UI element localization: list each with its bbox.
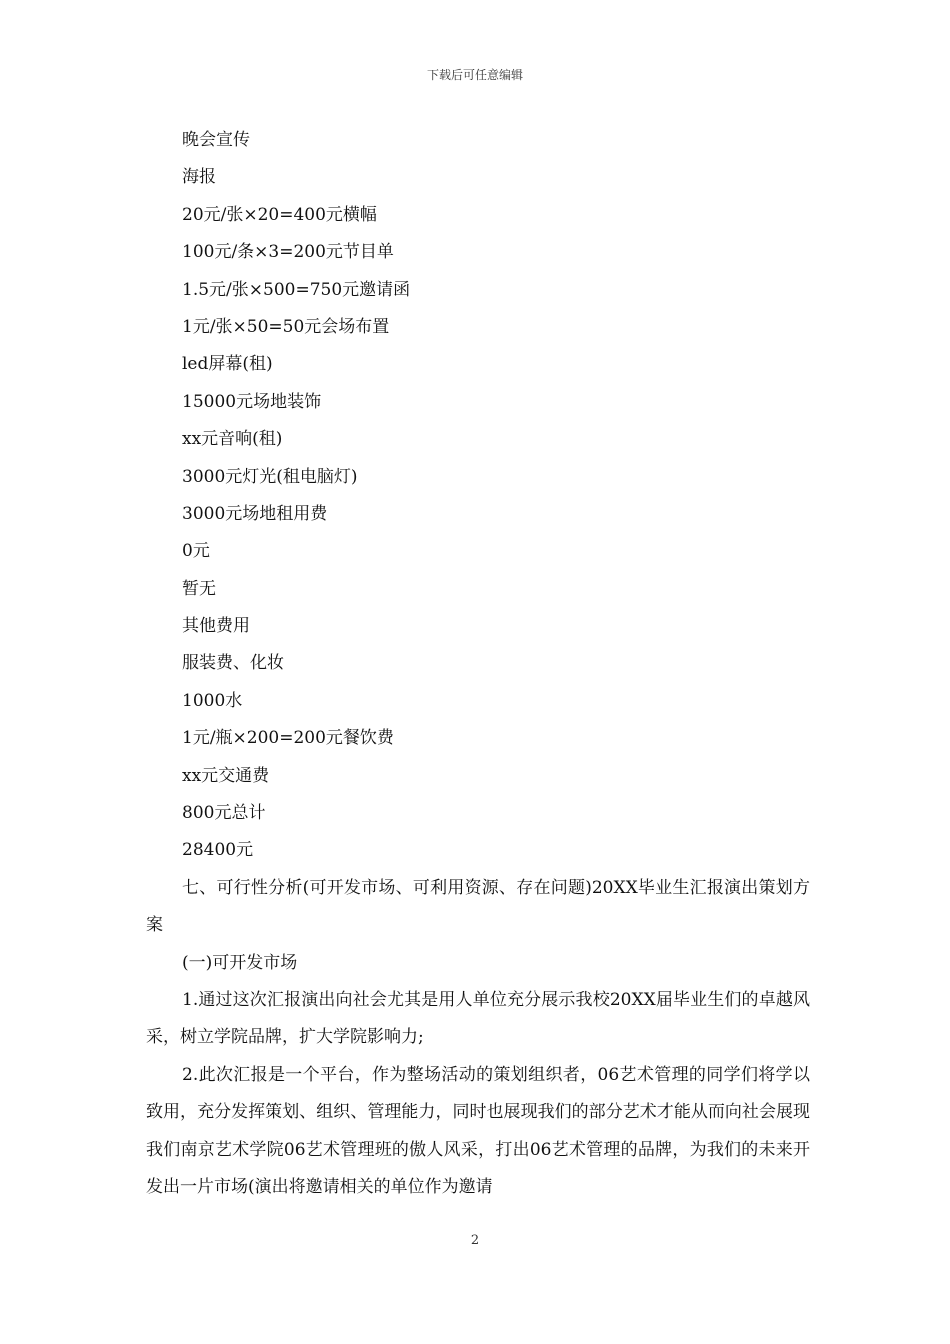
budget-line: 800元总计 [182, 803, 266, 824]
budget-line: 1元/张×50=50元会场布置 [182, 316, 390, 337]
paragraph-point-1: 1.通过这次汇报演出向社会尤其是用人单位充分展示我校20XX届毕业生们的卓越风采，树立学院品牌，扩大学院影响力; [146, 990, 810, 1048]
budget-line: xx元交通费 [182, 765, 270, 786]
budget-line: 15000元场地装饰 [182, 391, 322, 412]
budget-line: 3000元场地租用费 [182, 503, 328, 524]
budget-line: 其他费用 [182, 616, 250, 637]
budget-line: 1000水 [182, 690, 243, 711]
budget-line: xx元音响(租) [182, 429, 283, 450]
budget-line: 0元 [182, 541, 210, 562]
budget-line: 晚会宣传 [182, 130, 250, 150]
budget-line: 服装费、化妆 [182, 653, 284, 674]
budget-line: 1.5元/张×500=750元邀请函 [182, 279, 411, 300]
budget-line: 100元/条×3=200元节目单 [182, 242, 394, 263]
section-heading-feasibility: 七、可行性分析(可开发市场、可利用资源、存在问题)20XX毕业生汇报演出策划方案 [146, 877, 810, 936]
budget-line: 1元/瓶×200=200元餐饮费 [182, 728, 394, 749]
subsection-heading-market: (一)可开发市场 [182, 952, 298, 973]
budget-line: 20元/张×20=400元横幅 [182, 204, 377, 225]
page-header: 下载后可任意编辑 [426, 68, 523, 82]
budget-line: led屏幕(租) [182, 354, 273, 375]
document-body [146, 122, 810, 1206]
budget-line: 海报 [182, 167, 216, 188]
page-number: 2 [470, 1233, 480, 1248]
paragraph-point-2: 2.此次汇报是一个平台，作为整场活动的策划组织者，06艺术管理的同学们将学以致用，充分发挥策划、组织、管理能力，同时也展现我们的部分艺术才能从而向社会展现我们南京艺术学院06艺术管理班的傲人风采，打出06艺术管理的品牌，为我们的未来开发出一片市场(演出将邀请相关的单位作为邀请 [146, 1064, 810, 1198]
budget-line: 暂无 [182, 578, 216, 599]
budget-line: 28400元 [182, 840, 254, 861]
budget-line: 3000元灯光(租电脑灯) [182, 466, 358, 487]
